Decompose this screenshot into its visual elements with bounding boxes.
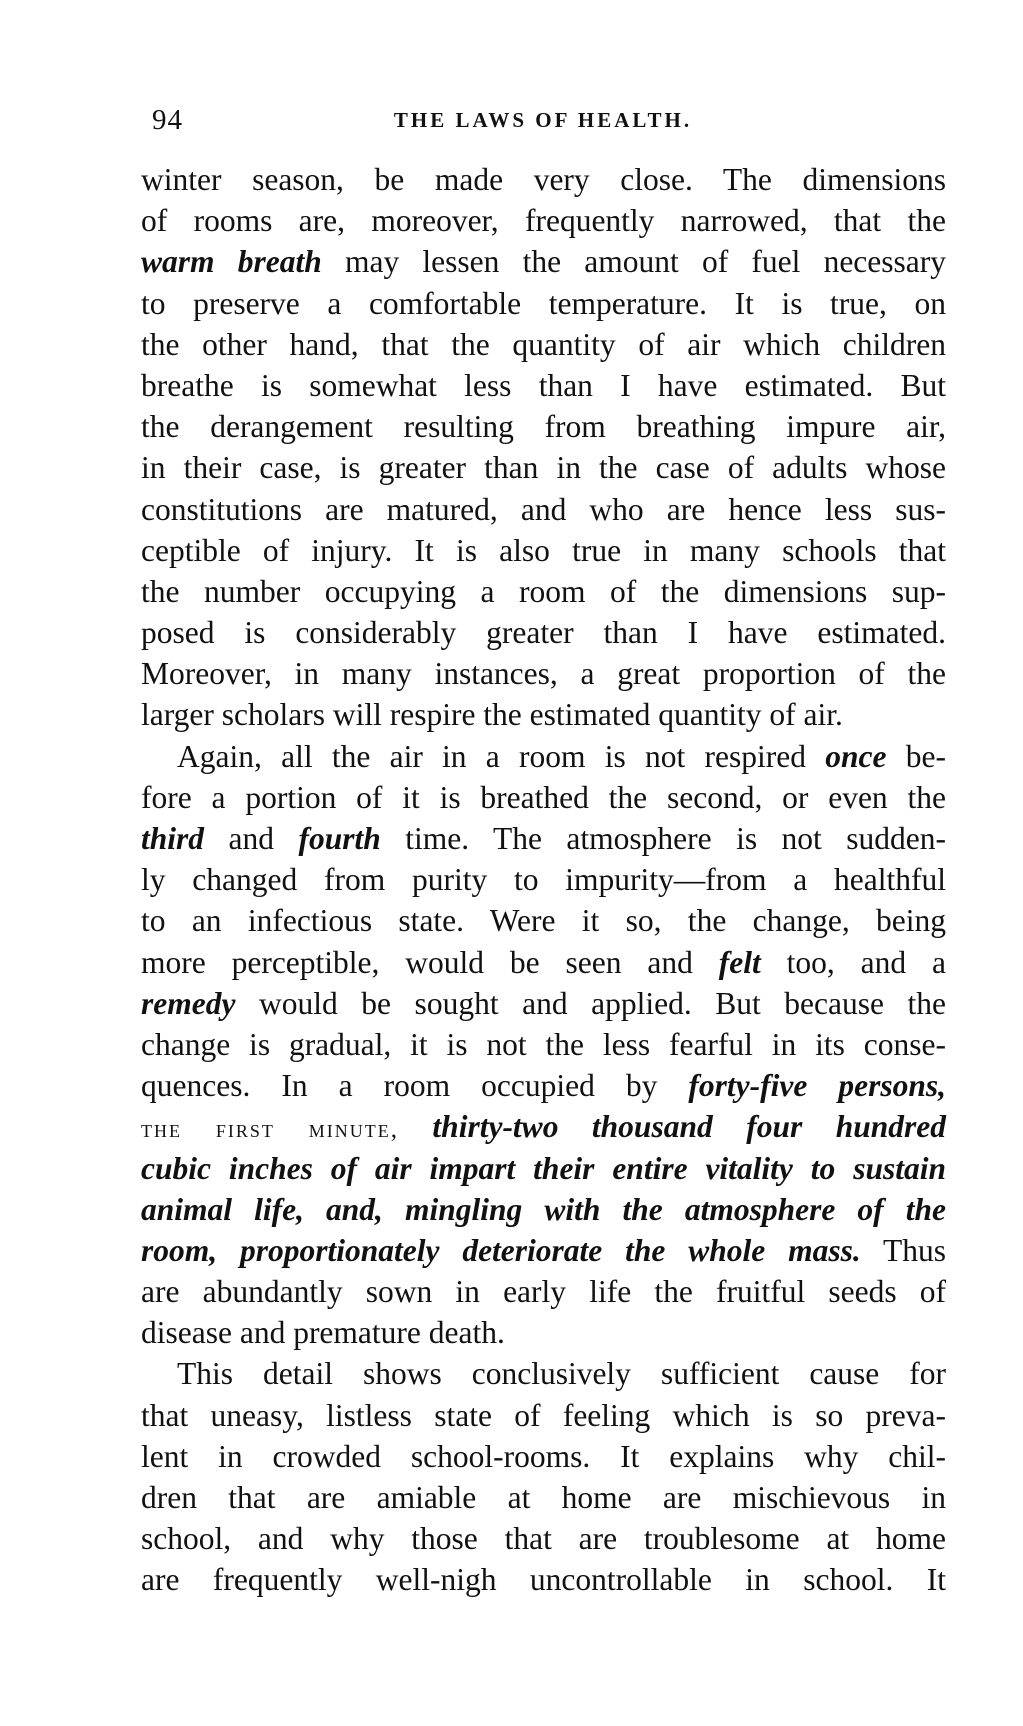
text-line: warm breath may lessen the amount of fuel necessary [141,244,947,280]
text-line: quences. In a room occupied by forty-five persons, [141,1068,946,1104]
text-line: in their case, is greater than in the case of adults whose [141,450,946,486]
text-line: larger scholars will respire the estimated quantity of air. [141,697,843,733]
text-line: Again, all the air in a room is not respired once be- [177,738,946,774]
text-line: disease and premature death. [141,1315,505,1351]
text-line: animal life, and, mingling with the atmosphere of the [141,1191,946,1227]
text-line: to preserve a comfortable temperature. It is true, on [141,285,946,321]
paragraph-3 [141,1353,946,1600]
text-line: dren that are amiable at home are mischievous in [141,1480,946,1515]
small-caps-first-minute: the first minute, [141,1116,399,1144]
text-line: of rooms are, moreover, frequently narrowed, that the [141,203,946,239]
text-line: constitutions are matured, and who are hence less sus- [141,491,946,527]
text-line: that uneasy, listless state of feeling which is so preva- [141,1397,946,1433]
page-number: 94 [152,104,183,136]
text-line: winter season, be made very close. The dimensions [141,162,946,197]
text-line: the derangement resulting from breathing impure air, [141,409,946,445]
paragraph-2 [141,736,946,1354]
text-line: breathe is somewhat less than I have estimated. But [141,367,946,403]
text-line: to an infectious state. Were it so, the change, being [141,903,946,939]
text-line: the other hand, that the quantity of air which children [141,326,946,362]
body-text [141,159,946,1601]
text-line: school, and why those that are troublesome at home [141,1521,946,1557]
text-line: posed is considerably greater than I have estimated. [141,615,946,651]
text-line: change is gradual, it is not the less fearful in its conse- [141,1026,946,1062]
text-line: fore a portion of it is breathed the second, or even the [141,779,946,815]
text-line: ly changed from purity to impurity—from a healthful [141,862,946,898]
text-line: are frequently well-nigh uncontrollable in school. It [141,1562,946,1598]
text-line: ceptible of injury. It is also true in many schools that [141,532,946,568]
page-header [138,104,948,144]
text-line: the first minute, thirty-two thousand four hundred [141,1109,946,1145]
paragraph-1 [141,159,946,736]
text-line: room, proportionately deteriorate the whole mass. Thus [141,1232,947,1268]
text-line: This detail shows conclusively sufficient cause for [177,1356,946,1392]
running-title: THE LAWS OF HEALTH. [393,108,693,132]
text-line: the number occupying a room of the dimensions sup- [141,573,946,609]
text-line: remedy would be sought and applied. But because the [141,985,946,1021]
text-line: Moreover, in many instances, a great proportion of the [141,656,946,692]
text-line: cubic inches of air impart their entire vitality to sustain [141,1150,946,1186]
emphasis-warm-breath: warm breath [141,244,322,280]
text-line: third and fourth time. The atmosphere is not sudden- [141,821,947,856]
text-line: more perceptible, would be seen and felt too, and a [141,944,946,980]
text-line: are abundantly sown in early life the fruitful seeds of [141,1274,946,1310]
text-line: lent in crowded school-rooms. It explains why chil- [141,1438,946,1474]
